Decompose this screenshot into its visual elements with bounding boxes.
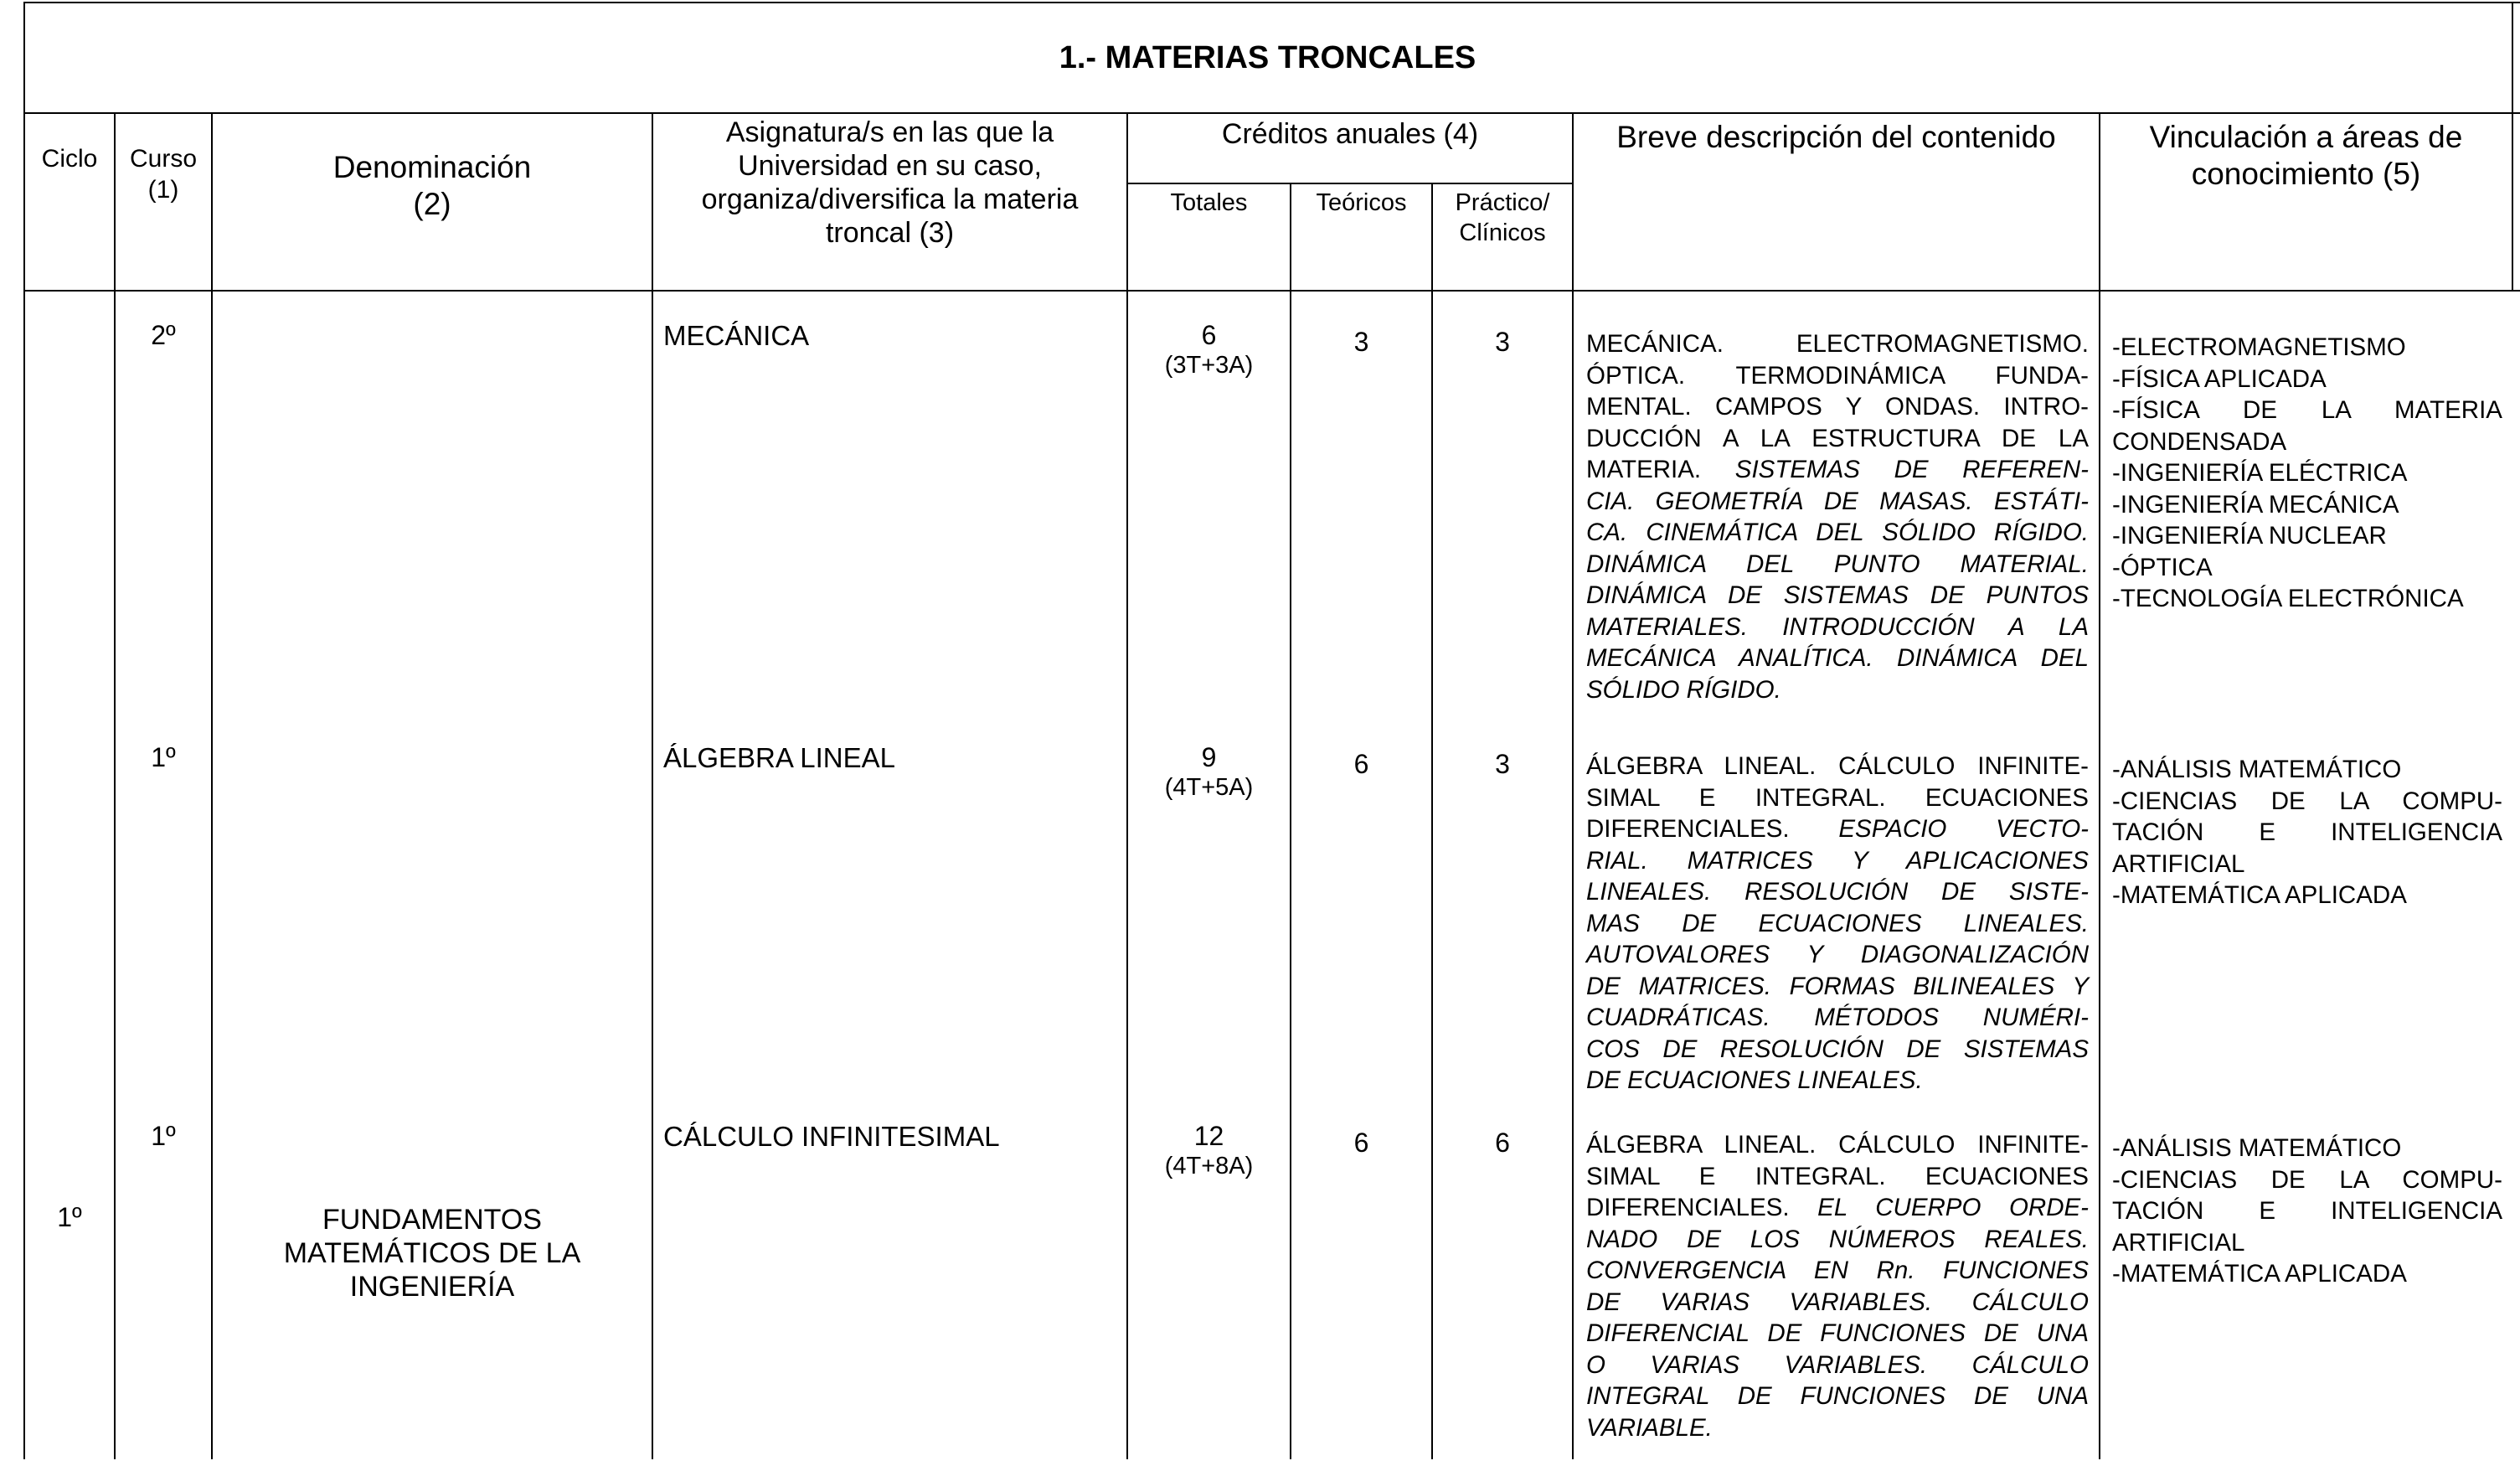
area-item: ARTIFICIAL [2112,1228,2245,1257]
table-title: 1.- MATERIAS TRONCALES [1059,40,1476,75]
rule-col-practico [1572,112,1574,1459]
descripcion-line: DINÁMICA DE SISTEMAS DE PUNTOS [1586,581,2089,609]
totales-value: 9 [1201,742,1217,772]
descripcion-line: DINÁMICA DEL PUNTO MATERIAL. [1586,550,2089,578]
header-vinculacion [2100,119,2512,193]
descripcion-line: SIMAL E INTEGRAL. ECUACIONES [1586,1162,2089,1190]
totales-detail: (3T+3A) [1164,352,1254,379]
rule-col-teoricos [1431,183,1433,1459]
descripcion-line: MENTAL. CAMPOS Y ONDAS. INTRO- [1586,393,2089,421]
header-denominacion-note: (2) [413,187,451,221]
descripcion-line: AUTOVALORES Y DIAGONALIZACIÓN [1586,941,2089,968]
area-item: -ELECTROMAGNETISMO [2112,333,2406,361]
descripcion-line: DE ECUACIONES LINEALES. [1586,1066,1923,1094]
header-denominacion [213,149,652,223]
rule-col-descripcion [2099,112,2100,1459]
descripcion-cell [1586,1129,2089,1443]
area-item: -CIENCIAS DE LA COMPU- [2112,787,2502,815]
area-item: -TECNOLOGÍA ELECTRÓNICA [2112,585,2464,612]
descripcion-line: ÓPTICA. TERMODINÁMICA FUNDA- [1586,361,2089,390]
header-creditos: Créditos anuales (4) [1221,118,1479,150]
area-item: TACIÓN E INTELIGENCIA [2112,818,2502,846]
asignatura-value: ÁLGEBRA LINEAL [663,742,895,773]
areas-cell [2112,1133,2502,1290]
descripcion-line: COS DE RESOLUCIÓN DE SISTEMAS [1586,1035,2089,1063]
header-asignatura-line: organiza/diversifica la materia [701,183,1079,215]
area-item: CONDENSADA [2112,427,2287,456]
descripcion-line: ÁLGEBRA LINEAL. CÁLCULO INFINITE- [1586,1131,2089,1159]
descripcion-line: MATERIALES. INTRODUCCIÓN A LA [1586,612,2089,641]
header-curso-note: (1) [147,176,179,204]
header-ciclo: Ciclo [41,145,98,173]
descripcion-line: DE MATRICES. FORMAS BILINEALES Y [1586,972,2089,1000]
practico-value: 6 [1495,1128,1510,1158]
header-curso-line: Curso [129,145,198,173]
area-item: -INGENIERÍA NUCLEAR [2112,522,2387,550]
curso-value: 2º [151,320,176,350]
areas-cell [2112,332,2502,615]
areas-cell [2112,754,2502,911]
header-vinculacion-line: Vinculación a áreas de [2149,120,2463,154]
area-item: -INGENIERÍA MECÁNICA [2112,490,2399,519]
ciclo-value: 1º [57,1202,82,1232]
area-item: -CIENCIAS DE LA COMPU- [2112,1165,2502,1194]
descripcion-line: RIAL. MATRICES Y APLICACIONES [1586,846,2089,875]
teoricos-value: 3 [1353,327,1369,357]
header-totales: Totales [1170,189,1248,216]
descripcion-line: SÓLIDO RÍGIDO. [1586,675,1781,704]
descripcion-plain: MATERIA. [1586,456,1735,483]
header-asignatura [653,116,1126,250]
area-item: TACIÓN E INTELIGENCIA [2112,1197,2502,1225]
descripcion-line: O VARIAS VARIABLES. CÁLCULO [1586,1350,2089,1379]
descripcion-line [1586,454,2089,486]
descripcion-line: CIA. GEOMETRÍA DE MASAS. ESTÁTI- [1586,487,2089,515]
area-item: ARTIFICIAL [2112,849,2245,878]
header-asignatura-line: Universidad en su caso, [738,150,1042,182]
rule-col-ciclo [114,112,116,1459]
descripcion-cell [1586,328,2089,705]
descripcion-line: DE VARIAS VARIABLES. CÁLCULO [1586,1288,2089,1316]
header-denominacion-line: Denominación [332,150,532,184]
descripcion-line: MECÁNICA. ELECTROMAGNETISMO. [1586,330,2089,358]
descripcion-line: ÁLGEBRA LINEAL. CÁLCULO INFINITE- [1586,752,2089,780]
descripcion-line [1586,1192,2089,1224]
descripcion-line: CUADRÁTICAS. MÉTODOS NUMÉRI- [1586,1004,2089,1031]
header-teoricos: Teóricos [1316,189,1407,216]
area-item: -ANÁLISIS MATEMÁTICO [2112,1134,2402,1162]
teoricos-value: 6 [1353,749,1369,779]
descripcion-line: INTEGRAL DE FUNCIONES DE UNA [1586,1382,2089,1410]
header-asignatura-line: troncal (3) [825,217,955,249]
area-item: -FÍSICA DE LA MATERIA [2112,396,2502,424]
rule-title-bottom [23,112,2520,114]
area-item: -ANÁLISIS MATEMÁTICO [2112,756,2402,783]
descripcion-cell [1586,751,2089,1097]
descripcion-line: DIFERENCIAL DE FUNCIONES DE UNA [1586,1319,2089,1347]
rule-left [23,2,25,1459]
descripcion-line: DUCCIÓN A LA ESTRUCTURA DE LA [1586,424,2089,452]
descripcion-italic: ESPACIO VECTO- [1838,815,2090,843]
denominacion-line: FUNDAMENTOS [322,1204,542,1236]
rule-col-denominacion [652,112,653,1459]
header-curso [116,143,211,205]
totales-cell [1128,1121,1290,1181]
denominacion-value [213,1203,652,1303]
descripcion-line: SIMAL E INTEGRAL. ECUACIONES [1586,783,2089,812]
header-descripcion: Breve descripción del contenido [1616,120,2056,154]
descripcion-line: LINEALES. RESOLUCIÓN DE SISTE- [1586,878,2089,906]
header-practico [1433,188,1572,248]
header-practico-line: Práctico/ [1455,189,1550,216]
header-practico-line: Clínicos [1459,219,1546,246]
rule-creditos-sub [1128,183,1574,184]
totales-detail: (4T+8A) [1164,1153,1254,1179]
area-item: -ÓPTICA [2112,553,2213,581]
asignatura-value: MECÁNICA [663,320,810,351]
rule-header-bottom [23,290,2520,292]
area-item: -FÍSICA APLICADA [2112,364,2327,393]
denominacion-line: INGENIERÍA [349,1271,515,1303]
area-item: -MATEMÁTICA APLICADA [2112,881,2407,909]
descripcion-line: MAS DE ECUACIONES LINEALES. [1586,909,2089,937]
totales-value: 12 [1193,1121,1224,1151]
curso-value: 1º [151,1121,176,1151]
descripcion-line [1586,813,2089,845]
totales-cell [1128,742,1290,803]
totales-cell [1128,320,1290,380]
header-asignatura-line: Asignatura/s en las que la [725,116,1054,148]
denominacion-line: MATEMÁTICOS DE LA [283,1237,581,1269]
curso-value: 1º [151,742,176,772]
area-item: -INGENIERÍA ELÉCTRICA [2112,459,2408,487]
header-vinculacion-line: conocimiento (5) [2191,157,2421,191]
rule-right [2512,2,2513,290]
descripcion-plain: DIFERENCIALES. [1586,1194,1818,1221]
rule-col-totales [1290,183,1291,1459]
descripcion-line: NADO DE LOS NÚMEROS REALES. [1586,1225,2089,1253]
descripcion-line: VARIABLE. [1586,1413,1713,1442]
descripcion-italic: EL CUERPO ORDE- [1817,1194,2089,1221]
rule-top [23,2,2520,3]
descripcion-plain: DIFERENCIALES. [1586,815,1839,843]
totales-detail: (4T+5A) [1164,774,1254,801]
practico-value: 3 [1495,327,1510,357]
asignatura-value: CÁLCULO INFINITESIMAL [663,1121,1000,1152]
descripcion-line: MECÁNICA ANALÍTICA. DINÁMICA DEL [1586,644,2089,672]
descripcion-italic: SISTEMAS DE REFEREN- [1734,456,2090,483]
teoricos-value: 6 [1353,1128,1369,1158]
descripcion-line: CONVERGENCIA EN Rn. FUNCIONES [1586,1257,2089,1284]
area-item: -MATEMÁTICA APLICADA [2112,1260,2407,1288]
descripcion-line: CA. CINEMÁTICA DEL SÓLIDO RÍGIDO. [1586,519,2089,546]
totales-value: 6 [1201,320,1217,350]
practico-value: 3 [1495,749,1510,779]
